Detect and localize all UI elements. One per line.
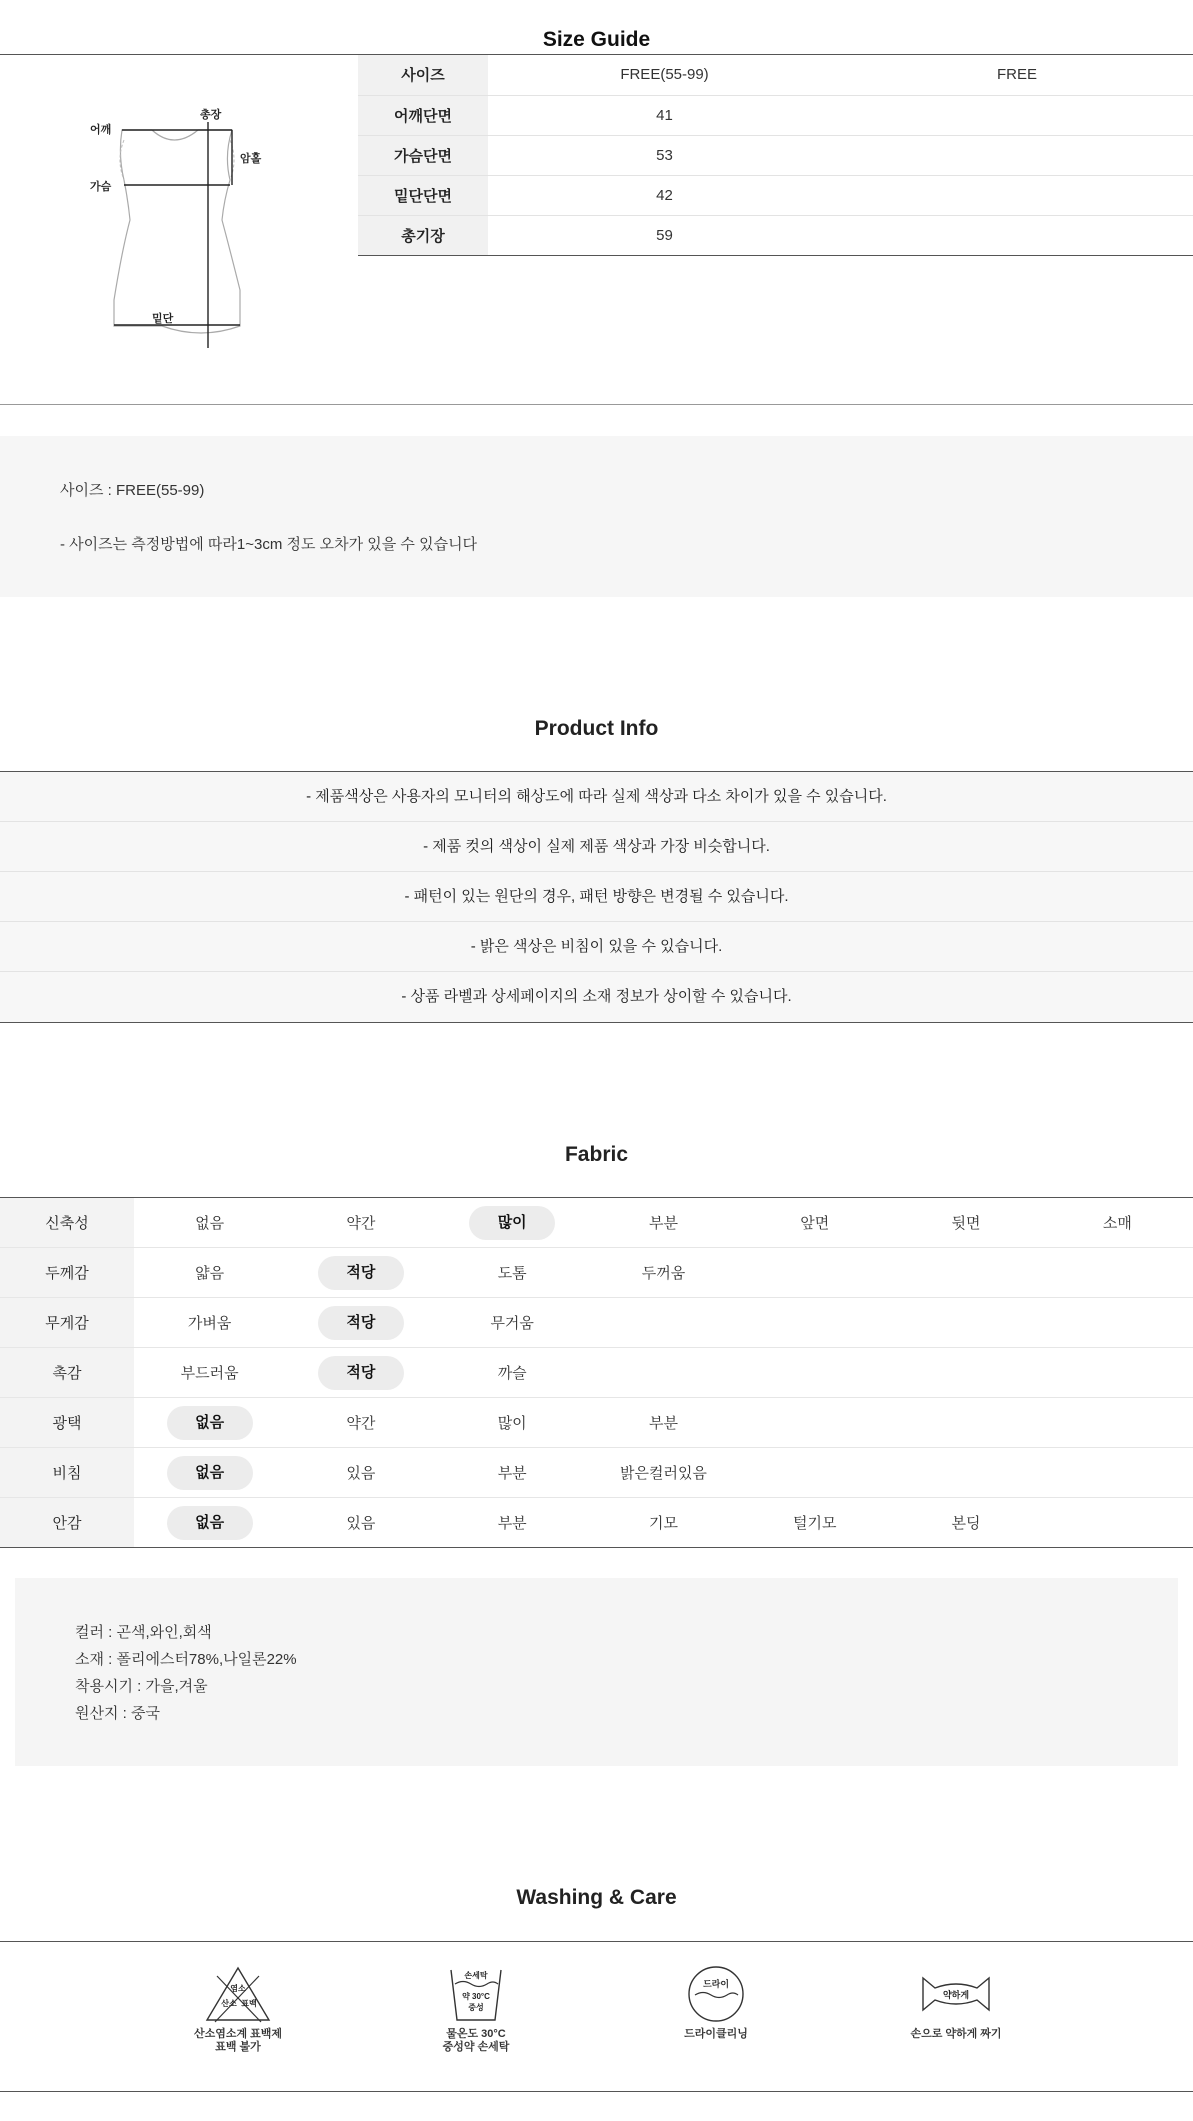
- fabric-table: [0, 1197, 1193, 1548]
- fabric-option: 무거움: [490, 1315, 534, 1332]
- wash-item-bleach: [158, 1964, 318, 2054]
- fabric-option-cell: [588, 1348, 739, 1398]
- spec-season: 착용시기 : 가을,겨울: [75, 1678, 208, 1695]
- size-note: 사이즈 : FREE(55-99): [60, 482, 205, 499]
- wash-label: 산소염소계 표백제 표백 불가: [193, 2028, 283, 2053]
- fabric-option: 기모: [648, 1515, 678, 1532]
- spec-box: [15, 1578, 1178, 1766]
- washing-title: Washing & Care: [516, 1886, 677, 1909]
- bleach-icon-text: 표백: [241, 1999, 257, 2008]
- fabric-row-label: 신축성: [0, 1198, 134, 1248]
- fabric-option-cell: [134, 1298, 285, 1348]
- fabric-option-cell: [1042, 1198, 1193, 1248]
- list-item: - 상품 라벨과 상세페이지의 소재 정보가 상이할 수 있습니다.: [0, 972, 1193, 1022]
- fabric-option-cell: [134, 1448, 285, 1498]
- fabric-option-cell: [588, 1298, 739, 1348]
- dryclean-icon-text: 드라이: [702, 1979, 730, 1989]
- fabric-option-cell: [437, 1248, 588, 1298]
- no-bleach-triangle-icon: [203, 1964, 273, 2024]
- fabric-option: 털기모: [793, 1515, 837, 1532]
- wash-item-wring: [876, 1964, 1036, 2041]
- fabric-option-cell: [437, 1298, 588, 1348]
- fabric-option-cell: [437, 1198, 588, 1248]
- fabric-option-cell: [285, 1248, 436, 1298]
- list-item: - 제품 컷의 색상이 실제 제품 색상과 가장 비슷합니다.: [0, 822, 1193, 872]
- table-row: [358, 95, 1193, 135]
- fabric-option: 부분: [497, 1465, 527, 1482]
- fabric-option-selected: 적당: [318, 1256, 404, 1290]
- handwash-icon-text: 손세탁: [464, 1971, 488, 1980]
- fabric-option-cell: [588, 1198, 739, 1248]
- handwash-icon-text: 약 30°C: [462, 1992, 490, 2001]
- row-label: 가슴단면: [358, 135, 488, 175]
- fabric-row-label: 안감: [0, 1498, 134, 1548]
- fabric-option-cell: [285, 1348, 436, 1398]
- spec-color: 컬러 : 곤색,와인,회색: [75, 1624, 212, 1641]
- fabric-option: 있음: [346, 1465, 376, 1482]
- table-row: [358, 55, 1193, 95]
- fabric-option: 도톰: [497, 1265, 527, 1282]
- fabric-option-cell: [739, 1448, 890, 1498]
- fabric-option-cell: [134, 1198, 285, 1248]
- fabric-option-cell: [134, 1348, 285, 1398]
- fabric-row: [0, 1448, 1193, 1498]
- fabric-option: 부분: [648, 1415, 678, 1432]
- row-label: 어깨단면: [358, 95, 488, 135]
- fabric-row-label: 촉감: [0, 1348, 134, 1398]
- dry-clean-circle-icon: [681, 1964, 751, 2024]
- wash-item-handwash: [396, 1964, 556, 2054]
- fabric-option: 밝은컬러있음: [619, 1465, 707, 1482]
- fabric-option-selected: 적당: [318, 1356, 404, 1390]
- row-empty: [841, 135, 1193, 175]
- fabric-row-label: 두께감: [0, 1248, 134, 1298]
- fabric-option-selected: 없음: [167, 1456, 253, 1490]
- fabric-option-cell: [890, 1498, 1041, 1548]
- size-header-col2: FREE: [841, 55, 1193, 95]
- fabric-option-cell: [1042, 1248, 1193, 1298]
- fabric-option-cell: [588, 1248, 739, 1298]
- row-label: 총기장: [358, 215, 488, 255]
- fabric-option: 소매: [1102, 1215, 1132, 1232]
- divider: [0, 2091, 1193, 2092]
- row-value: 41: [488, 95, 841, 135]
- row-empty: [841, 95, 1193, 135]
- spec-material: 소재 : 폴리에스터78%,나일론22%: [75, 1651, 297, 1668]
- wring-icon-text: 약하게: [942, 1990, 970, 2000]
- divider: [0, 404, 1193, 405]
- fabric-option: 있음: [346, 1515, 376, 1532]
- fabric-option-cell: [437, 1398, 588, 1448]
- fabric-option-cell: [285, 1198, 436, 1248]
- fabric-option: 부분: [497, 1515, 527, 1532]
- fabric-row-label: 광택: [0, 1398, 134, 1448]
- fabric-title: Fabric: [564, 1143, 629, 1166]
- label-hem: 밑단: [152, 312, 174, 325]
- fabric-option-cell: [739, 1248, 890, 1298]
- fabric-option-cell: [285, 1448, 436, 1498]
- fabric-option-cell: [437, 1498, 588, 1548]
- fabric-option-cell: [739, 1348, 890, 1398]
- fabric-option-cell: [739, 1398, 890, 1448]
- fabric-option: 많이: [497, 1415, 527, 1432]
- size-note-box: [0, 436, 1193, 597]
- product-info-title: Product Info: [534, 717, 659, 740]
- fabric-option-cell: [285, 1298, 436, 1348]
- garment-diagram: [80, 100, 280, 360]
- fabric-option-cell: [739, 1198, 890, 1248]
- fabric-option-cell: [890, 1248, 1041, 1298]
- product-info-list: [0, 771, 1193, 1023]
- fabric-option-cell: [134, 1498, 285, 1548]
- fabric-row: [0, 1248, 1193, 1298]
- fabric-option: 약간: [346, 1215, 376, 1232]
- row-value: 42: [488, 175, 841, 215]
- fabric-option-cell: [890, 1198, 1041, 1248]
- fabric-option-cell: [1042, 1498, 1193, 1548]
- fabric-option-cell: [134, 1398, 285, 1448]
- fabric-option-cell: [285, 1498, 436, 1548]
- fabric-row-label: 무게감: [0, 1298, 134, 1348]
- fabric-option-cell: [588, 1498, 739, 1548]
- row-value: 53: [488, 135, 841, 175]
- spec-origin: 원산지 : 중국: [75, 1705, 160, 1722]
- fabric-row: [0, 1398, 1193, 1448]
- fabric-option-cell: [739, 1498, 890, 1548]
- fabric-option: 부분: [648, 1215, 678, 1232]
- size-header-col1: FREE(55-99): [488, 55, 841, 95]
- fabric-option: 얇음: [195, 1265, 225, 1282]
- row-value: 59: [488, 215, 841, 255]
- fabric-option: 가벼움: [187, 1315, 232, 1332]
- size-guide-title: Size Guide: [542, 28, 651, 51]
- fabric-row: [0, 1298, 1193, 1348]
- table-row: [358, 215, 1193, 255]
- fabric-option-cell: [285, 1398, 436, 1448]
- fabric-option-cell: [588, 1398, 739, 1448]
- list-item: - 제품색상은 사용자의 모니터의 해상도에 따라 실제 색상과 다소 차이가 있을 수 있습니다.: [0, 772, 1193, 822]
- fabric-row: [0, 1498, 1193, 1548]
- fabric-row: [0, 1348, 1193, 1398]
- fabric-option-cell: [437, 1348, 588, 1398]
- table-row: [358, 175, 1193, 215]
- handwash-icon-text: 중성: [468, 2003, 484, 2012]
- hand-wash-tub-icon: [441, 1964, 511, 2024]
- fabric-option-cell: [1042, 1398, 1193, 1448]
- wash-label: 물온도 30°C 중성약 손세탁: [442, 2028, 510, 2053]
- fabric-option-selected: 없음: [167, 1506, 253, 1540]
- fabric-option-cell: [134, 1248, 285, 1298]
- fabric-option: 부드러움: [180, 1365, 239, 1382]
- fabric-option: 까슬: [497, 1365, 527, 1382]
- row-empty: [841, 215, 1193, 255]
- fabric-option-cell: [890, 1298, 1041, 1348]
- fabric-option: 두꺼움: [641, 1265, 686, 1282]
- fabric-option-selected: 많이: [469, 1206, 555, 1240]
- gentle-wring-icon: [919, 1964, 993, 2024]
- fabric-option-cell: [588, 1448, 739, 1498]
- fabric-option-cell: [1042, 1348, 1193, 1398]
- fabric-option-cell: [739, 1298, 890, 1348]
- size-table: [358, 55, 1193, 256]
- wash-label: 드라이클리닝: [684, 2028, 748, 2040]
- table-row: [358, 135, 1193, 175]
- fabric-option: 약간: [346, 1415, 376, 1432]
- fabric-row: [0, 1198, 1193, 1248]
- fabric-option-cell: [890, 1398, 1041, 1448]
- bleach-icon-text: 산소: [221, 1999, 237, 2008]
- fabric-row-label: 비침: [0, 1448, 134, 1498]
- bleach-icon-text: 염소: [230, 1984, 246, 1993]
- fabric-option-cell: [1042, 1448, 1193, 1498]
- fabric-option-cell: [437, 1448, 588, 1498]
- label-length: 총장: [200, 108, 222, 121]
- divider: [0, 1941, 1193, 1942]
- fabric-option: 없음: [195, 1215, 225, 1232]
- size-note: - 사이즈는 측정방법에 따라1~3cm 정도 오차가 있을 수 있습니다: [60, 536, 478, 553]
- wash-item-dryclean: [636, 1964, 796, 2041]
- row-empty: [841, 175, 1193, 215]
- fabric-option-cell: [890, 1348, 1041, 1398]
- list-item: - 밝은 색상은 비침이 있을 수 있습니다.: [0, 922, 1193, 972]
- list-item: - 패턴이 있는 원단의 경우, 패턴 방향은 변경될 수 있습니다.: [0, 872, 1193, 922]
- label-chest: 가슴: [90, 180, 112, 193]
- label-shoulder: 어깨: [90, 123, 112, 136]
- label-armhole: 암홀: [240, 152, 262, 165]
- row-label: 밑단단면: [358, 175, 488, 215]
- fabric-option-selected: 없음: [167, 1406, 253, 1440]
- fabric-option-cell: [1042, 1298, 1193, 1348]
- fabric-option: 앞면: [800, 1215, 830, 1232]
- fabric-option-cell: [890, 1448, 1041, 1498]
- fabric-option-selected: 적당: [318, 1306, 404, 1340]
- size-header-label: 사이즈: [358, 55, 488, 95]
- wash-label: 손으로 약하게 짜기: [910, 2028, 1002, 2040]
- fabric-option: 뒷면: [951, 1215, 981, 1232]
- fabric-option: 본딩: [951, 1515, 981, 1532]
